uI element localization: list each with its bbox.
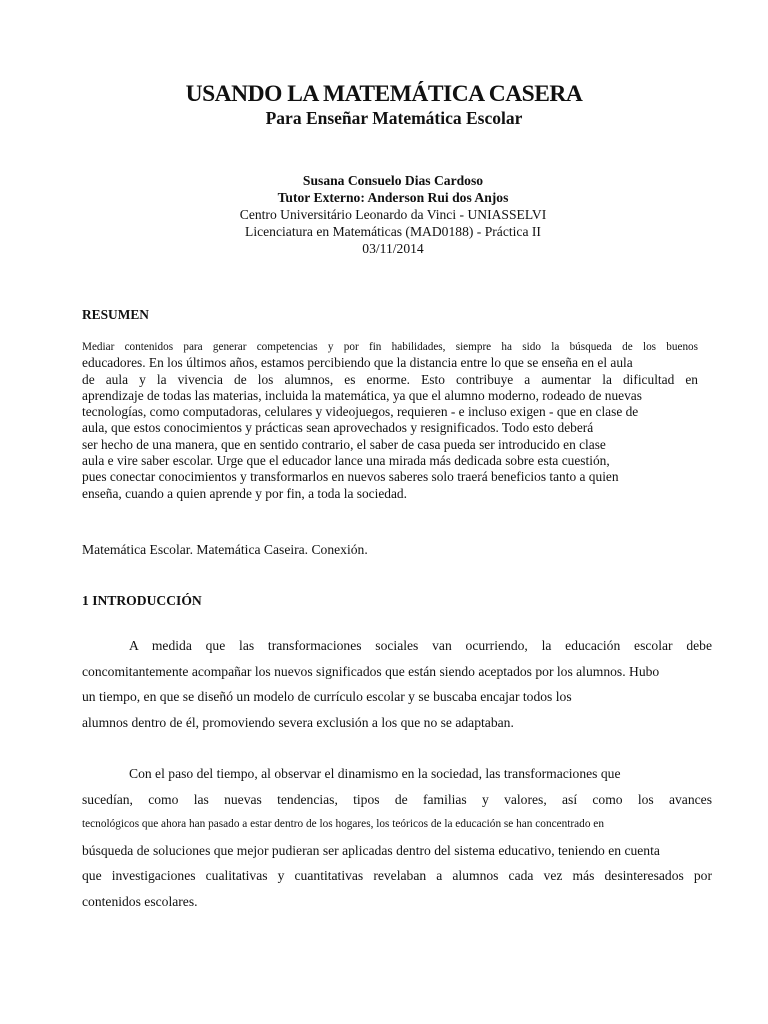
author-block — [0, 172, 768, 257]
keywords: Matemática Escolar. Matemática Caseira. Conexión. — [82, 542, 368, 557]
intro-paragraph-1 — [82, 633, 712, 735]
paragraph-line: un tiempo, en que se diseñó un modelo de currículo escolar y se buscaba encajar todos los — [82, 689, 572, 705]
paragraph-line: concomitantemente acompañar los nuevos significados que están siendo aceptados por los alumnos. Hubo — [82, 663, 660, 679]
abstract-line: aula e vire saber escolar. Urge que el educador lance una mirada más dedicada sobre esta cuestión, — [82, 453, 610, 469]
abstract-line: pues conectar conocimientos y transformarlos en nuevos saberes solo traerá beneficios tanto a quien — [82, 469, 619, 485]
abstract-body — [82, 339, 698, 502]
paragraph-line: A medida que las transformaciones sociales van ocurriendo, la educación escolar debe — [129, 638, 712, 653]
document-subtitle: Para Enseñar Matemática Escolar — [265, 108, 523, 128]
abstract-line: Mediar contenidos para generar competencias y por fin habilidades, siempre ha sido la búsqueda de los buenos — [82, 341, 698, 353]
abstract-line: aprendizaje de todas las materias, incluida la matemática, ya que el alumno moderno, rodeado de nuevas — [82, 387, 642, 403]
intro-paragraph-2 — [82, 761, 712, 915]
paragraph-line: Con el paso del tiempo, al observar el dinamismo en la sociedad, las transformaciones que — [129, 766, 621, 781]
paragraph-line: contenidos escolares. — [82, 893, 198, 909]
paragraph-line: búsqueda de soluciones que mejor pudieran ser aplicadas dentro del sistema educativo, teniendo en cuenta — [82, 842, 660, 858]
abstract-line: tecnologías, como computadoras, celulares y videojuegos, requieren - e incluso exigen - que en clase de — [82, 404, 639, 420]
abstract-line: ser hecho de una manera, que en sentido contrario, el saber de casa pueda ser introducido en clase — [82, 436, 606, 452]
author-name: Susana Consuelo Dias Cardoso — [302, 173, 484, 188]
paragraph-line: alumnos dentro de él, promoviendo severa exclusión a los que no se adaptaban. — [82, 714, 514, 730]
course: Licenciatura en Matemáticas (MAD0188) - Práctica II — [245, 224, 541, 239]
paragraph-line: tecnológicos que ahora han pasado a estar dentro de los hogares, los teóricos de la educación se han concentrado en — [82, 818, 604, 831]
paragraph-line: que investigaciones cualitativas y cuantitativas revelaban a alumnos cada vez más desinteresados por — [82, 868, 712, 884]
document-title: USANDO LA MATEMÁTICA CASERA — [185, 81, 583, 107]
date: 03/11/2014 — [362, 241, 424, 256]
institution: Centro Universitário Leonardo da Vinci - UNIASSELVI — [239, 207, 547, 222]
paragraph-line: sucedían, como las nuevas tendencias, tipos de familias y valores, así como los avances — [82, 791, 712, 807]
abstract-heading: RESUMEN — [82, 307, 149, 322]
abstract-line: de aula y la vivencia de los alumnos, es enorme. Esto contribuye a aumentar la dificultad en — [82, 371, 698, 387]
abstract-line: aula, que estos conocimientos y prácticas sean aprovechados y resignificados. Todo esto deberá — [82, 420, 594, 436]
abstract-line: educadores. En los últimos años, estamos percibiendo que la distancia entre lo que se enseña en el aula — [82, 355, 633, 371]
tutor-name: Tutor Externo: Anderson Rui dos Anjos — [277, 190, 509, 205]
abstract-line: enseña, cuando a quien aprende y por fin, a toda la sociedad. — [82, 485, 407, 501]
section-heading-introduction: 1 INTRODUCCIÓN — [82, 593, 202, 608]
